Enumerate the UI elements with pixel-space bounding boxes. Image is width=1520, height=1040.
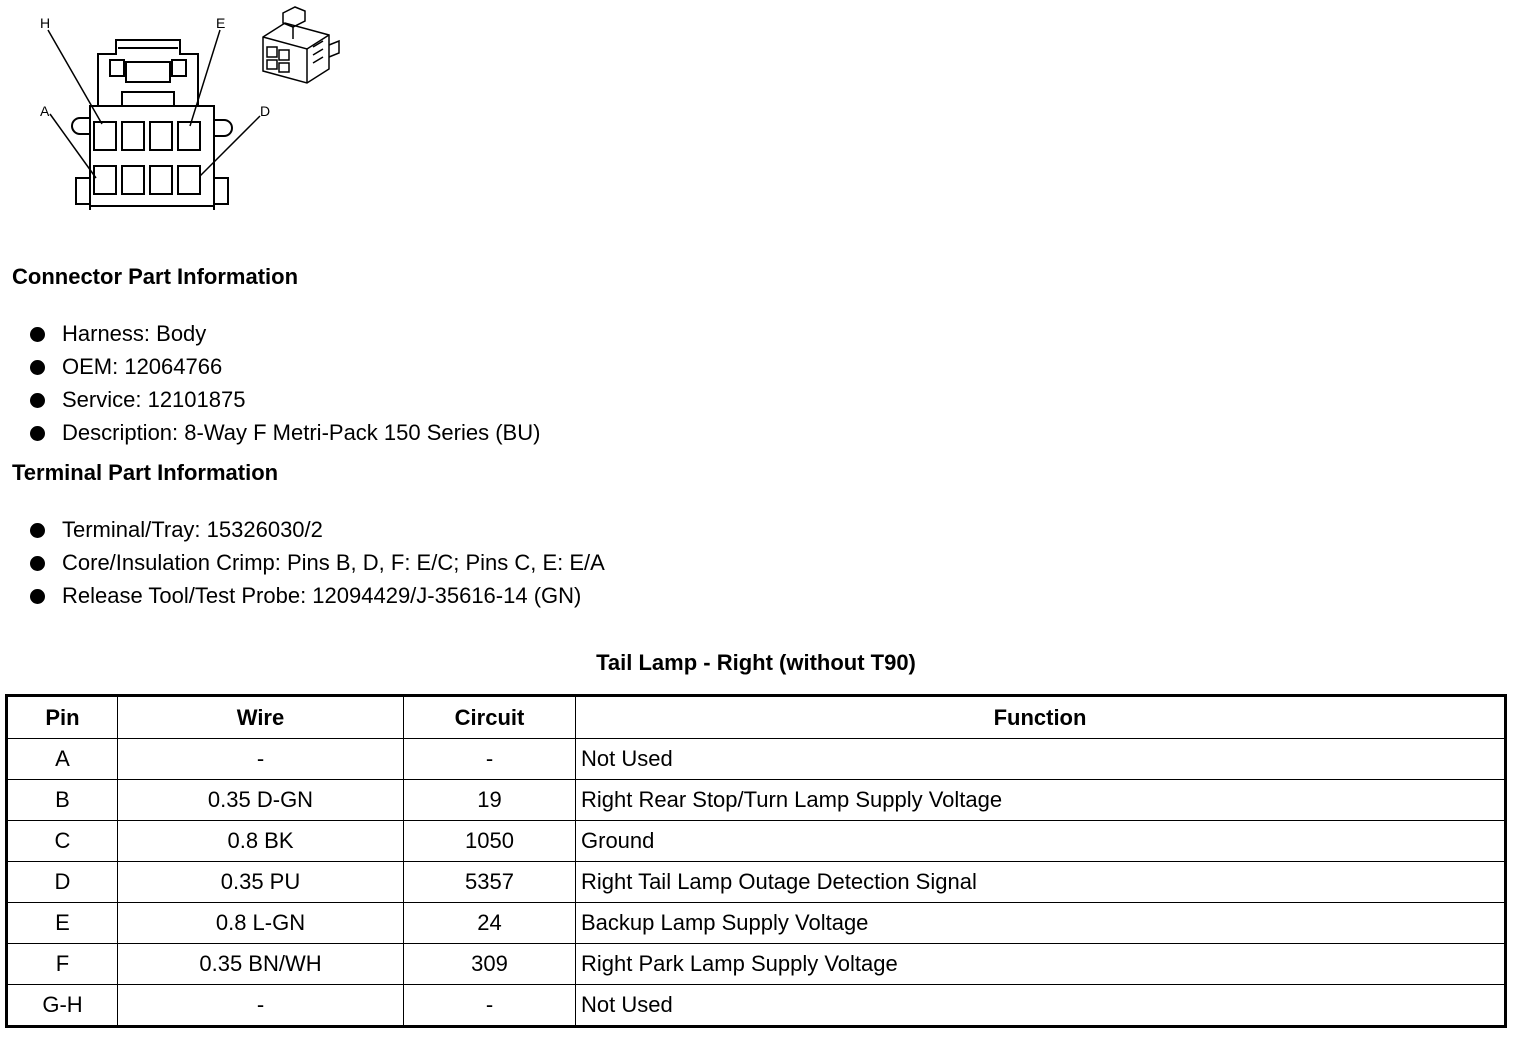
connector-part-list xyxy=(28,317,540,449)
cell-pin: D xyxy=(7,862,118,903)
cell-function: Backup Lamp Supply Voltage xyxy=(576,903,1506,944)
table-title: Tail Lamp - Right (without T90) xyxy=(596,650,916,675)
cell-pin: C xyxy=(7,821,118,862)
list-item xyxy=(28,317,540,350)
bullet-icon xyxy=(30,589,45,604)
cell-pin: G-H xyxy=(7,985,118,1027)
cell-pin: A xyxy=(7,739,118,780)
cell-circuit: 5357 xyxy=(404,862,576,903)
cell-circuit: - xyxy=(404,985,576,1027)
table-row xyxy=(7,944,1506,985)
cell-function: Not Used xyxy=(576,739,1506,780)
cell-function: Right Park Lamp Supply Voltage xyxy=(576,944,1506,985)
cell-pin: E xyxy=(7,903,118,944)
cell-circuit: 24 xyxy=(404,903,576,944)
list-item xyxy=(28,579,605,612)
header-function: Function xyxy=(576,696,1506,739)
terminal-part-title: Terminal Part Information xyxy=(12,460,279,485)
pin-label-d: D xyxy=(260,103,271,119)
cell-circuit: 309 xyxy=(404,944,576,985)
cell-pin: B xyxy=(7,780,118,821)
bullet-icon xyxy=(30,556,45,571)
item-text: Terminal/Tray: 15326030/2 xyxy=(62,517,323,542)
item-text: Harness: Body xyxy=(62,321,207,346)
item-text: Core/Insulation Crimp: Pins B, D, F: E/C; Pins C, E: E/A xyxy=(62,550,605,575)
list-item xyxy=(28,383,540,416)
pinout-table xyxy=(5,694,1507,1028)
item-text: Release Tool/Test Probe: 12094429/J-35616-14 (GN) xyxy=(62,583,582,608)
cell-wire: 0.35 BN/WH xyxy=(118,944,404,985)
cell-circuit: 19 xyxy=(404,780,576,821)
pin-label-h: H xyxy=(40,15,51,31)
item-text: Service: 12101875 xyxy=(62,387,246,412)
cell-wire: - xyxy=(118,739,404,780)
cell-function: Not Used xyxy=(576,985,1506,1027)
table-row xyxy=(7,821,1506,862)
bullet-icon xyxy=(30,393,45,408)
cell-circuit: 1050 xyxy=(404,821,576,862)
cell-pin: F xyxy=(7,944,118,985)
bullet-icon xyxy=(30,426,45,441)
item-text: Description: 8-Way F Metri-Pack 150 Series (BU) xyxy=(62,420,541,445)
cell-function: Right Tail Lamp Outage Detection Signal xyxy=(576,862,1506,903)
pin-label-a: A xyxy=(40,103,50,119)
header-pin: Pin xyxy=(7,696,118,739)
connector-3d-thumbnail xyxy=(255,5,347,85)
pin-label-e: E xyxy=(216,15,226,31)
cell-wire: - xyxy=(118,985,404,1027)
header-wire: Wire xyxy=(118,696,404,739)
cell-wire: 0.8 BK xyxy=(118,821,404,862)
cell-wire: 0.35 PU xyxy=(118,862,404,903)
list-item xyxy=(28,350,540,383)
table-header-row xyxy=(7,696,1506,739)
list-item xyxy=(28,546,605,579)
list-item xyxy=(28,416,540,449)
bullet-icon xyxy=(30,327,45,342)
terminal-part-list xyxy=(28,513,605,612)
bullet-icon xyxy=(30,523,45,538)
item-text: OEM: 12064766 xyxy=(62,354,223,379)
cell-wire: 0.35 D-GN xyxy=(118,780,404,821)
table-row xyxy=(7,739,1506,780)
cell-circuit: - xyxy=(404,739,576,780)
table-row xyxy=(7,985,1506,1027)
list-item xyxy=(28,513,605,546)
table-row xyxy=(7,780,1506,821)
table-row xyxy=(7,903,1506,944)
connector-part-title: Connector Part Information xyxy=(12,264,299,289)
bullet-icon xyxy=(30,360,45,375)
header-circuit: Circuit xyxy=(404,696,576,739)
connector-face-diagram xyxy=(30,8,280,218)
cell-wire: 0.8 L-GN xyxy=(118,903,404,944)
table-row xyxy=(7,862,1506,903)
cell-function: Ground xyxy=(576,821,1506,862)
cell-function: Right Rear Stop/Turn Lamp Supply Voltage xyxy=(576,780,1506,821)
